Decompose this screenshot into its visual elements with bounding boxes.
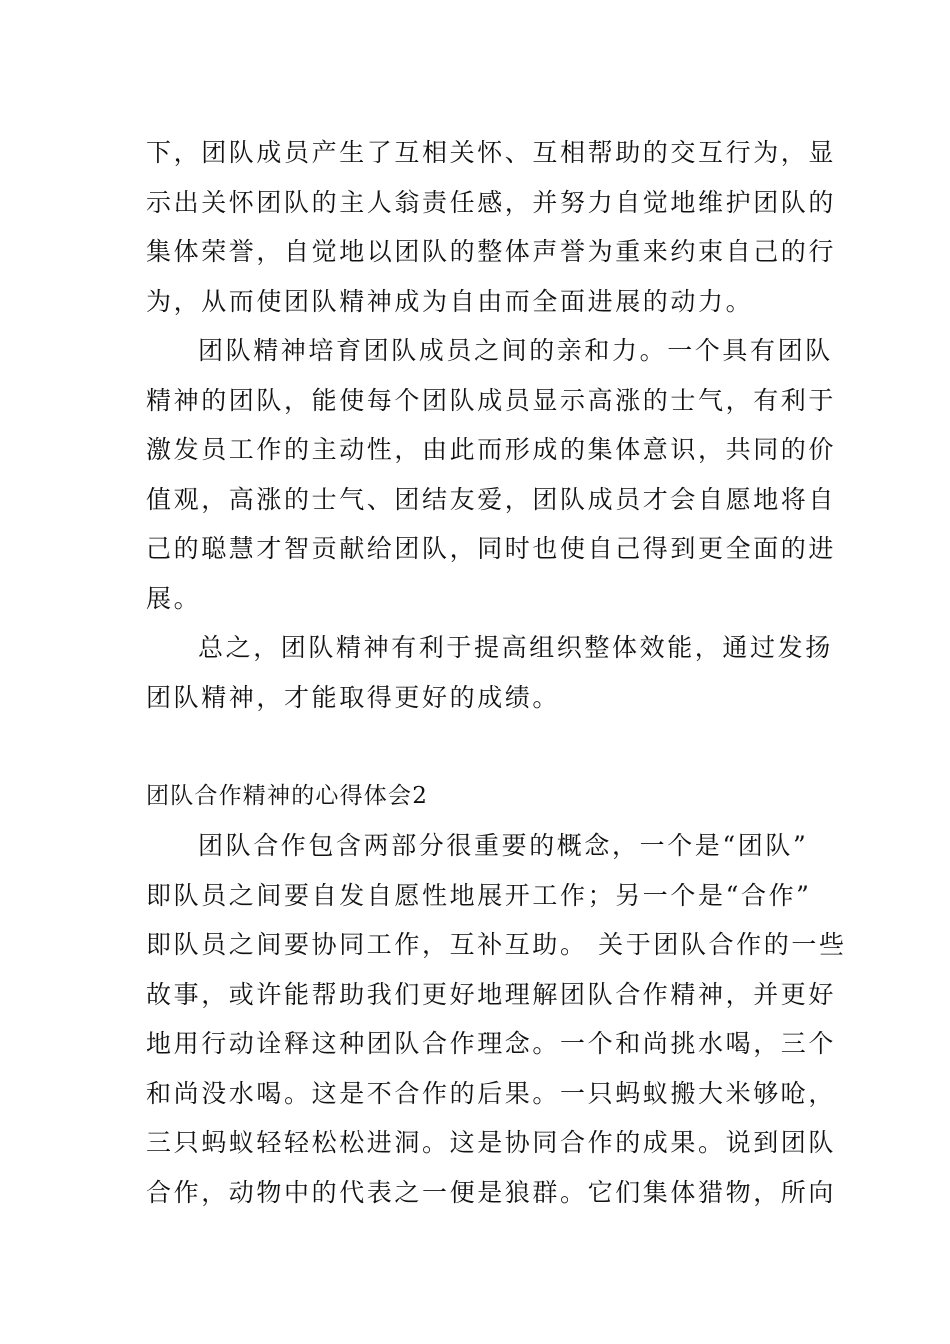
text-line: 示出关怀团队的主人翁责任感，并努力自觉地维护团队的: [146, 187, 837, 217]
text-line: 己的聪慧才智贡献给团队，同时也使自己得到更全面的进: [146, 534, 837, 563]
text-line: 总之，团队精神有利于提高组织整体效能，通过发扬: [198, 633, 833, 662]
text-line: 地用行动诠释这种团队合作理念。一个和尚挑水喝，三个: [146, 1029, 837, 1058]
text-line: 团队合作包含两部分很重要的概念，一个是“团队”: [198, 831, 809, 860]
paragraph-1: [146, 128, 837, 326]
text-line: 团队精神培育团队成员之间的亲和力。一个具有团队: [198, 336, 833, 365]
text-line: 三只蚂蚁轻轻松松进洞。这是协同合作的成果。说到团队: [146, 1128, 837, 1157]
section-heading: 团队合作精神的心得体会2: [146, 782, 429, 809]
paragraph-4: [146, 821, 847, 1217]
text-line: 故事，或许能帮助我们更好地理解团队合作精神，并更好: [146, 979, 837, 1009]
text-line: 精神的团队，能使每个团队成员显示高涨的士气，有利于: [146, 385, 837, 415]
text-line: 值观，高涨的士气、团结友爱，团队成员才会自愿地将自: [146, 484, 837, 514]
text-line: 合作，动物中的代表之一便是狼群。它们集体猎物，所向: [146, 1177, 837, 1207]
paragraph-2: [146, 326, 837, 623]
paragraph-3: [146, 623, 833, 722]
text-line: 下，团队成员产生了互相关怀、互相帮助的交互行为，显: [146, 138, 837, 167]
text-line: 即队员之间要自发自愿性地展开工作；另一个是“合作”: [146, 880, 812, 910]
text-line: 和尚没水喝。这是不合作的后果。一只蚂蚁搬大米够呛，: [146, 1078, 837, 1108]
document-body: [146, 128, 847, 1217]
text-line: 展。: [146, 583, 202, 613]
text-line: 即队员之间要协同工作，互补互助。 关于团队合作的一些: [146, 930, 847, 959]
text-line: 集体荣誉，自觉地以团队的整体声誉为重来约束自己的行: [146, 237, 837, 266]
blank-line: [146, 722, 808, 772]
text-line: 为，从而使团队精神成为自由而全面进展的动力。: [146, 286, 754, 316]
text-line: 激发员工作的主动性，由此而形成的集体意识，共同的价: [146, 435, 837, 464]
text-line: 团队精神，才能取得更好的成绩。: [146, 682, 561, 712]
